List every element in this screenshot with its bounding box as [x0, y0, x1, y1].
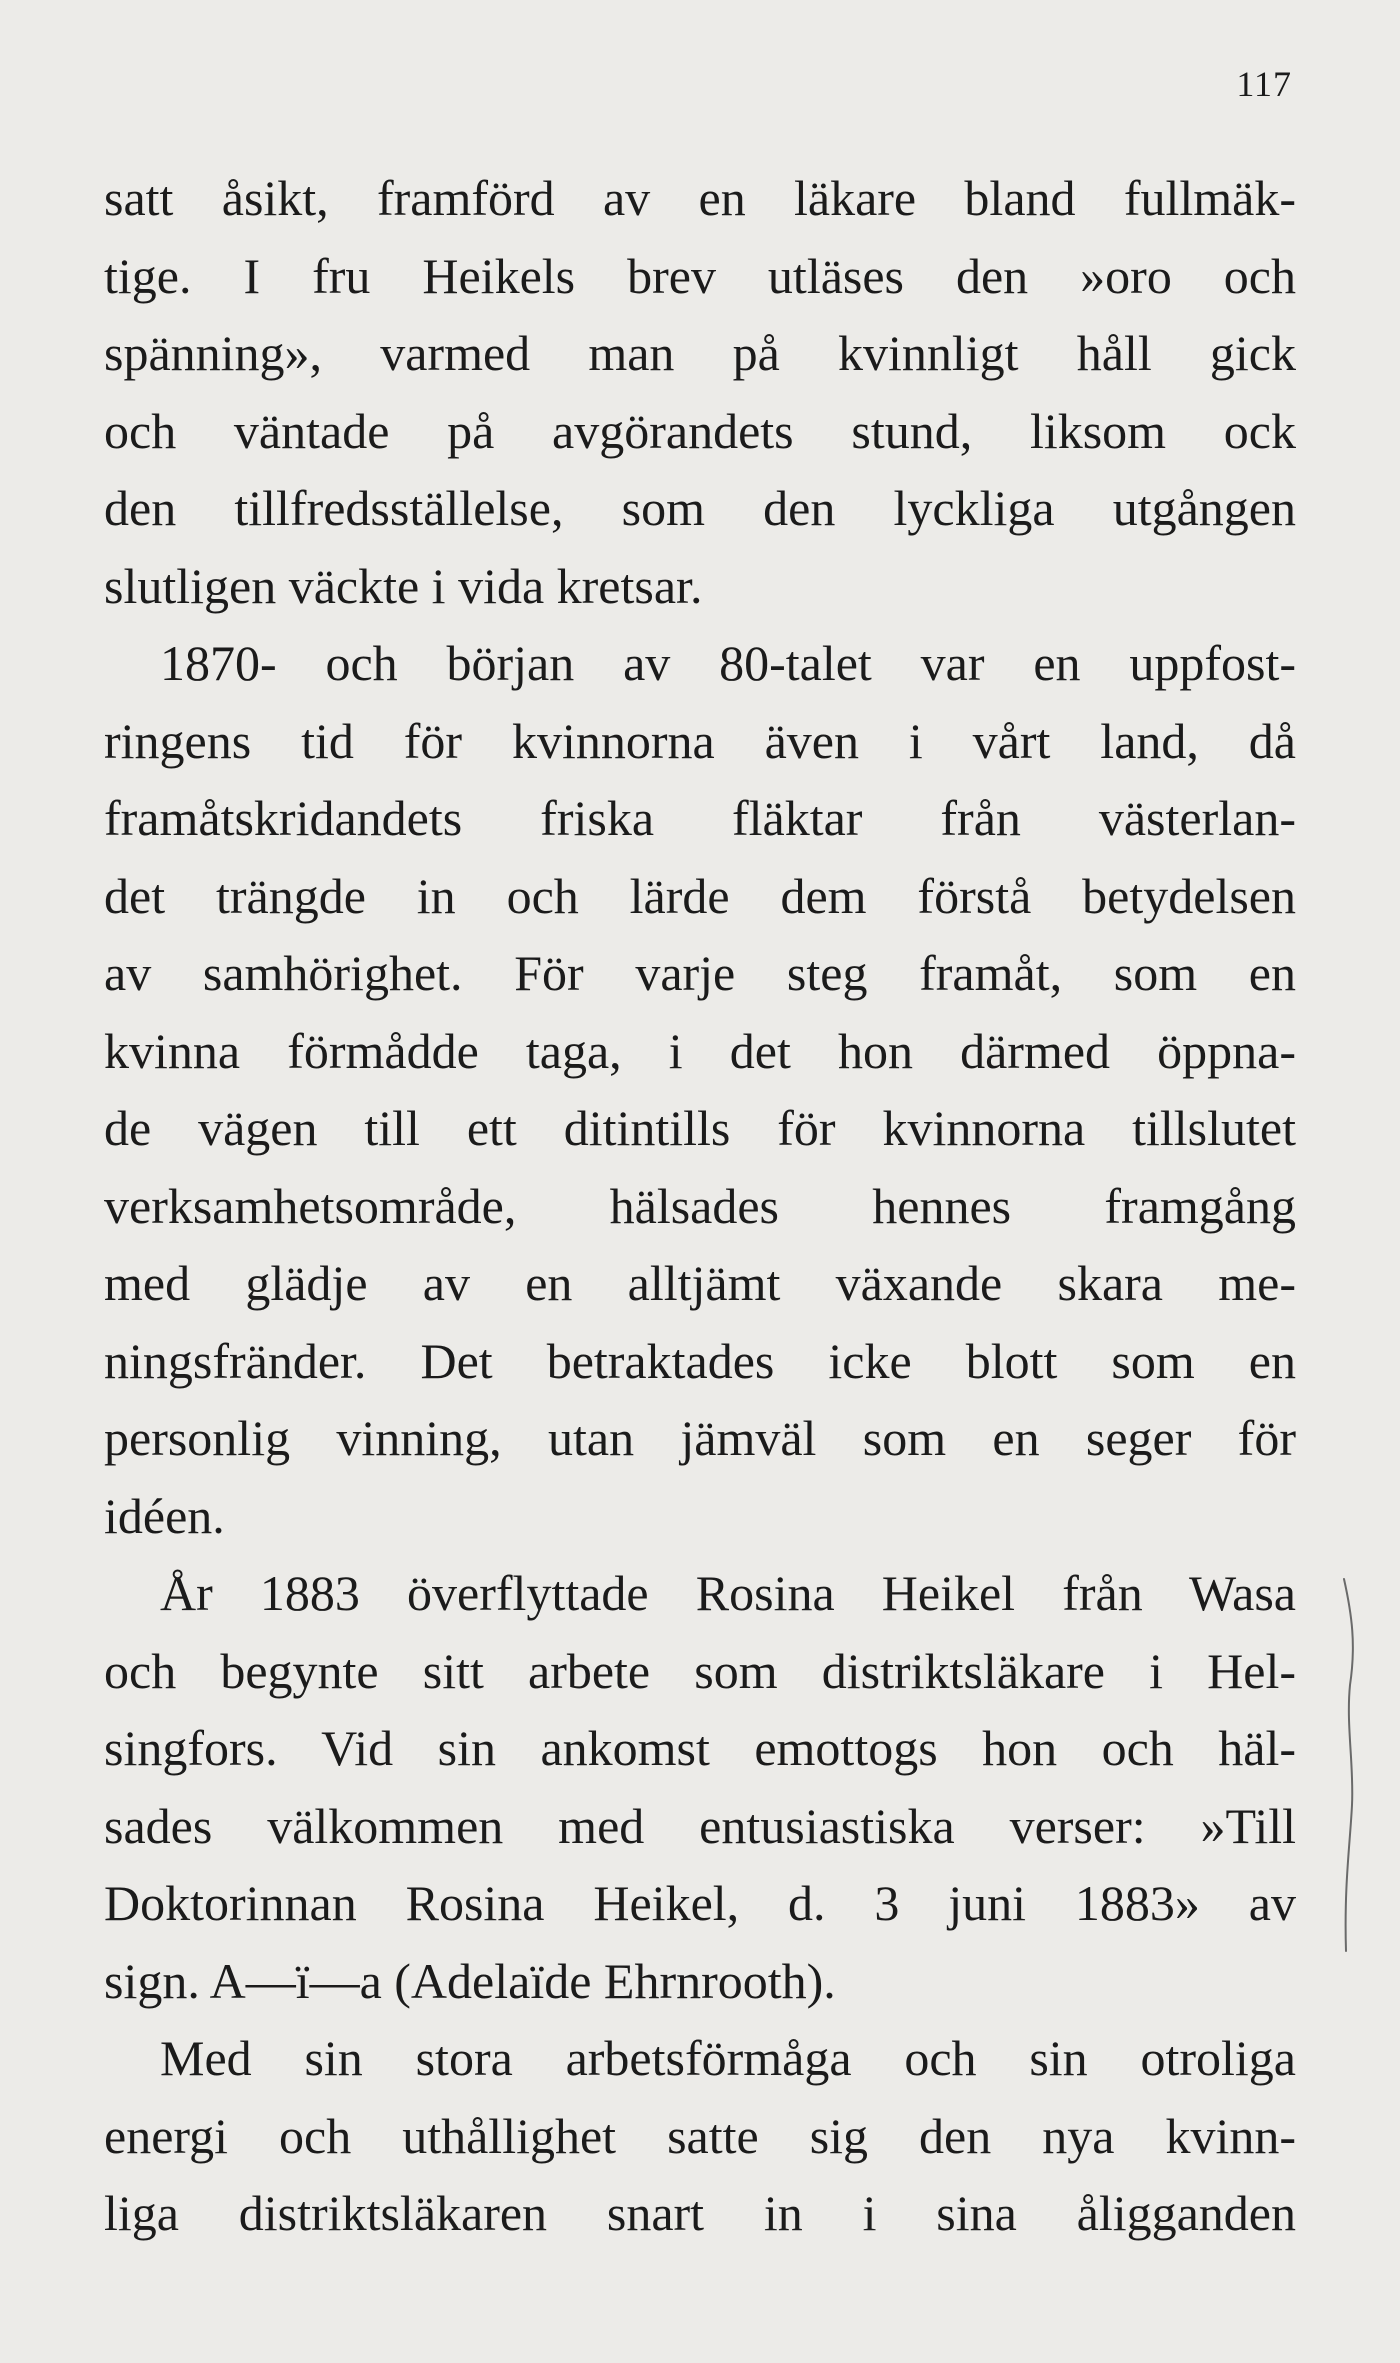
- text-line: spänning», varmed man på kvinnligt håll gick: [104, 325, 1296, 381]
- text-line: energi och uthållighet satte sig den nya kvinn-: [104, 2107, 1296, 2164]
- text-line: idéen.: [104, 1487, 225, 1544]
- paragraph-3: [104, 1555, 1296, 2020]
- text-line: med glädje av en alltjämt växande skara me-: [104, 1255, 1296, 1311]
- page-number: 117: [1236, 64, 1292, 104]
- text-line: och begynte sitt arbete som distriktsläkare i Hel-: [104, 1642, 1296, 1699]
- text-line: singfors. Vid sin ankomst emottogs hon och häl-: [104, 1720, 1296, 1776]
- text-line: satt åsikt, framförd av en läkare bland fullmäk-: [104, 170, 1296, 226]
- text-line: slutligen väckte i vida kretsar.: [104, 557, 703, 614]
- text-line: det trängde in och lärde dem förstå betydelsen: [104, 867, 1296, 924]
- text-line: År 1883 överflyttade Rosina Heikel från Wasa: [160, 1565, 1296, 1621]
- text-line: ningsfränder. Det betraktades icke blott som en: [104, 1332, 1296, 1389]
- text-line: ringens tid för kvinnorna även i vårt land, då: [104, 712, 1296, 769]
- text-line: och väntade på avgörandets stund, liksom ock: [104, 402, 1296, 459]
- text-line: av samhörighet. För varje steg framåt, som en: [104, 945, 1296, 1001]
- paragraph-1: [104, 160, 1296, 625]
- text-line: sades välkommen med entusiastiska verser: »Till: [104, 1797, 1296, 1854]
- paragraph-4: [104, 2020, 1296, 2253]
- body-text: [104, 160, 1296, 2253]
- text-line: personlig vinning, utan jämväl som en seger för: [104, 1410, 1296, 1466]
- text-line: 1870- och början av 80-talet var en uppfost-: [160, 635, 1296, 691]
- margin-pencil-mark: [1338, 1575, 1362, 1955]
- text-line: verksamhetsområde, hälsades hennes framgång: [104, 1177, 1296, 1234]
- text-line: framåtskridandets friska fläktar från västerlan-: [104, 790, 1296, 846]
- text-line: Med sin stora arbetsförmåga och sin otroliga: [160, 2030, 1296, 2086]
- text-line: sign. A—ï—a (Adelaïde Ehrnrooth).: [104, 1952, 836, 2009]
- text-line: den tillfredsställelse, som den lyckliga utgången: [104, 480, 1296, 536]
- text-line: Doktorinnan Rosina Heikel, d. 3 juni 1883» av: [104, 1875, 1296, 1931]
- text-line: de vägen till ett ditintills för kvinnorna tillslutet: [104, 1100, 1296, 1156]
- text-line: tige. I fru Heikels brev utläses den »oro och: [104, 247, 1296, 304]
- text-line: kvinna förmådde taga, i det hon därmed öppna-: [104, 1022, 1296, 1079]
- paragraph-2: [104, 625, 1296, 1555]
- text-line: liga distriktsläkaren snart in i sina åligganden: [104, 2185, 1296, 2241]
